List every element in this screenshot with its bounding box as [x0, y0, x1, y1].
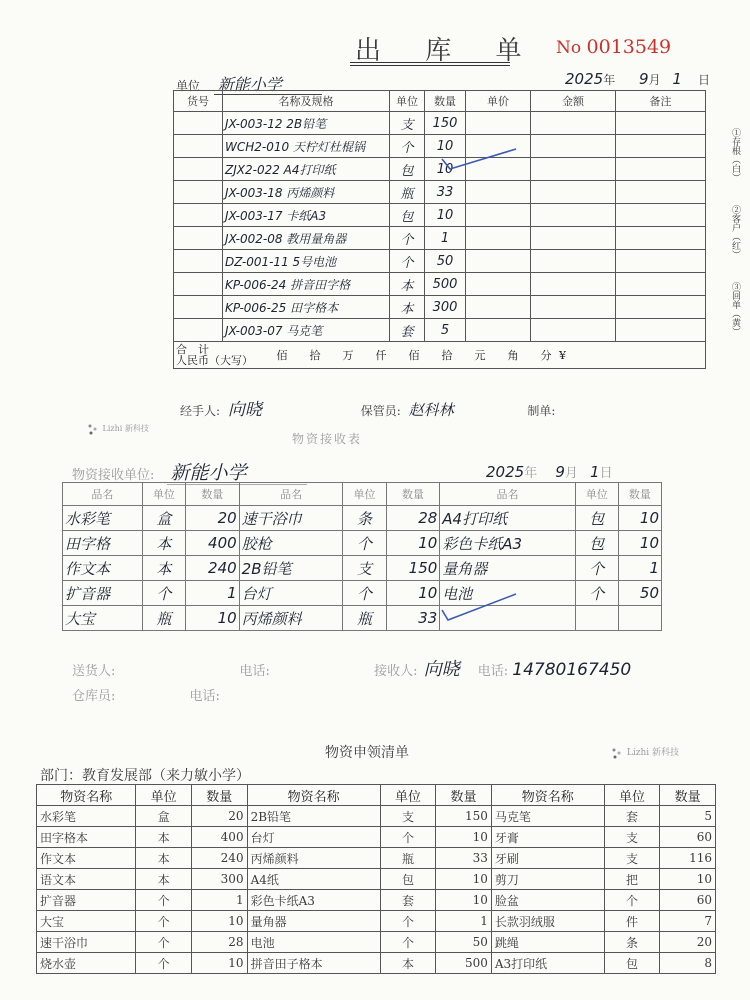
list-logo	[610, 745, 679, 760]
table-cell: A4纸	[247, 869, 380, 890]
item-code-cell	[174, 181, 223, 204]
table-cell	[575, 606, 618, 631]
table-cell: 28	[191, 932, 247, 953]
table-cell: 盒	[136, 806, 192, 827]
table-cell: 个	[142, 581, 185, 606]
table-cell: 个	[380, 932, 436, 953]
item-qty-cell: 10	[425, 135, 466, 158]
side-note-2: ②客户（红）	[730, 205, 740, 259]
date-year: 2025	[565, 70, 604, 88]
table-cell: 个	[343, 531, 386, 556]
table-header-row	[174, 91, 706, 112]
serial-prefix: No	[556, 38, 582, 58]
item-price-cell	[466, 227, 531, 250]
table-cell: 把	[604, 869, 660, 890]
total-sign: ¥	[559, 348, 566, 362]
item-name-cell: JX-003-12 2B铅笔	[223, 112, 390, 135]
table-cell: 拼音田子格本	[247, 953, 380, 974]
table-cell: 个	[380, 911, 436, 932]
mid-date-year-label: 年	[524, 466, 538, 481]
table-cell: 条	[604, 932, 660, 953]
title-underline	[350, 62, 510, 66]
table-cell: 1	[436, 911, 492, 932]
table-row	[174, 227, 706, 250]
table-cell: 33	[386, 606, 440, 631]
check-mark	[440, 590, 520, 624]
keeper-signature: 赵科林	[408, 401, 454, 419]
header-cell: 单位	[575, 483, 618, 506]
item-price-cell	[466, 273, 531, 296]
mid-date-month: 9	[555, 463, 565, 481]
total-label-1: 合 计	[176, 343, 209, 356]
item-unit-cell: 包	[390, 204, 425, 227]
table-cell: 个	[136, 932, 192, 953]
date-month: 9	[639, 70, 649, 88]
table-cell: 瓶	[343, 606, 386, 631]
table-row	[174, 273, 706, 296]
table-row	[37, 911, 716, 932]
item-note-cell	[616, 250, 706, 273]
item-amount-cell	[531, 135, 616, 158]
item-code-cell	[174, 296, 223, 319]
table-row	[37, 848, 716, 869]
check-mark	[440, 145, 520, 175]
item-qty-cell: 150	[425, 112, 466, 135]
table-cell: 240	[185, 556, 239, 581]
table-cell: 支	[604, 827, 660, 848]
item-amount-cell	[531, 273, 616, 296]
table-cell: 个	[136, 953, 192, 974]
table-cell: 田字格本	[37, 827, 136, 848]
table-cell: 支	[380, 806, 436, 827]
item-note-cell	[616, 158, 706, 181]
item-name-cell: ZJX2-022 A4打印纸	[223, 158, 390, 181]
table-cell: 牙膏	[491, 827, 604, 848]
table-cell: 个	[575, 556, 618, 581]
item-unit-cell: 个	[390, 250, 425, 273]
table-cell: 1	[618, 556, 661, 581]
item-qty-cell: 500	[425, 273, 466, 296]
item-amount-cell	[531, 204, 616, 227]
side-note-1: ①存根（白）	[730, 128, 740, 182]
table-cell: 10	[386, 581, 440, 606]
table-cell: 1	[185, 581, 239, 606]
item-note-cell	[616, 296, 706, 319]
table-cell: 丙烯颜料	[239, 606, 343, 631]
logo-icon	[610, 746, 624, 760]
date-day-label: 日	[697, 73, 710, 87]
table-cell: 大宝	[63, 606, 143, 631]
table-cell: 8	[660, 953, 716, 974]
table-cell: 个	[380, 827, 436, 848]
header-cell: 单位	[142, 483, 185, 506]
table-row	[37, 932, 716, 953]
table-cell: 20	[185, 506, 239, 531]
table-header-row	[63, 483, 662, 506]
table-row	[37, 806, 716, 827]
handler-label: 经手人:	[180, 404, 221, 418]
table-cell: A3打印纸	[491, 953, 604, 974]
table-row	[37, 890, 716, 911]
table-cell: 包	[604, 953, 660, 974]
mid-unit-value: 新能小学	[167, 462, 307, 485]
total-label-2: 人民币（大写）	[176, 354, 253, 367]
table-cell: 116	[660, 848, 716, 869]
table-cell: 20	[660, 932, 716, 953]
item-note-cell	[616, 135, 706, 158]
table-cell: 本	[380, 953, 436, 974]
table-cell: 牙刷	[491, 848, 604, 869]
table-cell: 7	[660, 911, 716, 932]
header-cell: 货号	[174, 91, 223, 112]
table-cell: 5	[660, 806, 716, 827]
header-cell: 数量	[618, 483, 661, 506]
header-cell: 单位	[343, 483, 386, 506]
item-name-cell: JX-003-07 马克笔	[223, 319, 390, 342]
mid-logo	[86, 422, 149, 436]
table-cell: 包	[380, 869, 436, 890]
table-cell: 50	[436, 932, 492, 953]
item-name-cell: JX-002-08 教用量角器	[223, 227, 390, 250]
table-cell: 扩音器	[37, 890, 136, 911]
header-cell: 单价	[466, 91, 531, 112]
header-cell: 数量	[436, 785, 492, 806]
date-month-label: 月	[648, 73, 661, 87]
logo-text: Lizhi 新科技	[626, 748, 680, 758]
item-code-cell	[174, 204, 223, 227]
item-name-cell: JX-003-17 卡纸A3	[223, 204, 390, 227]
receiver-signature: 向晓	[423, 659, 460, 680]
item-qty-cell: 50	[425, 250, 466, 273]
table-cell: 10	[660, 869, 716, 890]
table-cell: 28	[386, 506, 440, 531]
logo-text: Lizhi 新科技	[102, 424, 149, 433]
table-cell: A4打印纸	[440, 506, 575, 531]
table-cell: 33	[436, 848, 492, 869]
table-cell: 彩色卡纸A3	[247, 890, 380, 911]
table-cell: 400	[185, 531, 239, 556]
table-cell: 50	[618, 581, 661, 606]
table-row	[37, 953, 716, 974]
table-cell: 150	[436, 806, 492, 827]
item-code-cell	[174, 250, 223, 273]
table-row	[174, 204, 706, 227]
header-cell: 数量	[386, 483, 440, 506]
header-cell: 数量	[191, 785, 247, 806]
table-cell: 20	[191, 806, 247, 827]
phone-label: 电话:	[477, 664, 509, 679]
table-cell: 条	[343, 506, 386, 531]
header-cell: 物资名称	[491, 785, 604, 806]
item-price-cell	[466, 250, 531, 273]
table-cell: 语文本	[37, 869, 136, 890]
table-cell: 电池	[247, 932, 380, 953]
table-cell: 台灯	[247, 827, 380, 848]
item-price-cell	[466, 319, 531, 342]
table-cell: 个	[604, 890, 660, 911]
serial-value: 0013549	[586, 36, 672, 58]
item-amount-cell	[531, 181, 616, 204]
item-qty-cell: 10	[425, 204, 466, 227]
table-cell: 个	[136, 911, 192, 932]
table-cell: 10	[185, 606, 239, 631]
table-cell: 本	[136, 869, 192, 890]
item-code-cell	[174, 112, 223, 135]
table-cell: 丙烯颜料	[247, 848, 380, 869]
header-cell: 物资名称	[247, 785, 380, 806]
table-cell: 本	[136, 827, 192, 848]
mid-date-year: 2025	[486, 463, 525, 481]
item-qty-cell: 10	[425, 158, 466, 181]
header-cell: 品名	[239, 483, 343, 506]
warehouse-keeper-label: 仓库员:	[72, 689, 116, 704]
table-cell: 速干浴巾	[239, 506, 343, 531]
table-row	[63, 606, 662, 631]
mid-unit-row	[72, 458, 307, 485]
phone-label: 电话:	[239, 664, 270, 679]
table-cell: 150	[386, 556, 440, 581]
receipt-table	[62, 482, 662, 631]
top-date	[565, 70, 710, 88]
header-cell: 单位	[390, 91, 425, 112]
table-cell: 包	[575, 531, 618, 556]
total-cell	[174, 342, 706, 369]
receiver-phone: 14780167450	[512, 660, 632, 680]
item-name-cell: KP-006-24 拼音田字格	[223, 273, 390, 296]
table-cell: 电池	[440, 581, 575, 606]
unit-label: 单位	[176, 79, 201, 93]
table-cell: 个	[343, 581, 386, 606]
table-cell: 马克笔	[491, 806, 604, 827]
table-cell: 彩色卡纸A3	[440, 531, 575, 556]
table-cell: 扩音器	[63, 581, 143, 606]
table-cell: 胶枪	[239, 531, 343, 556]
item-code-cell	[174, 158, 223, 181]
table-row	[174, 250, 706, 273]
item-price-cell	[466, 296, 531, 319]
table-cell: 包	[575, 506, 618, 531]
table-cell: 烧水壶	[37, 953, 136, 974]
item-amount-cell	[531, 158, 616, 181]
table-cell: 10	[436, 890, 492, 911]
table-cell: 支	[343, 556, 386, 581]
header-cell: 数量	[425, 91, 466, 112]
table-row	[63, 531, 662, 556]
item-amount-cell	[531, 112, 616, 135]
table-cell: 10	[191, 911, 247, 932]
header-cell: 数量	[185, 483, 239, 506]
item-note-cell	[616, 112, 706, 135]
table-cell: 跳绳	[491, 932, 604, 953]
table-cell: 水彩笔	[63, 506, 143, 531]
table-cell: 10	[436, 869, 492, 890]
table-cell: 2B铅笔	[239, 556, 343, 581]
list-title: 物资申领清单	[325, 745, 409, 761]
table-cell: 件	[604, 911, 660, 932]
table-cell: 台灯	[239, 581, 343, 606]
table-cell: 400	[191, 827, 247, 848]
table-cell: 作文本	[37, 848, 136, 869]
table-cell: 60	[660, 827, 716, 848]
logo-icon	[86, 422, 100, 436]
table-cell: 剪刀	[491, 869, 604, 890]
table-row	[174, 296, 706, 319]
slip-title: 出 库 单	[355, 36, 540, 66]
table-cell: 10	[618, 506, 661, 531]
header-cell: 品名	[440, 483, 575, 506]
department-label: 部门：教育发展部（来力敏小学）	[40, 768, 250, 784]
header-cell: 单位	[136, 785, 192, 806]
handler-signature: 向晓	[227, 400, 262, 420]
table-cell: 本	[136, 848, 192, 869]
phone-label: 电话:	[189, 689, 220, 704]
table-cell: 个	[136, 890, 192, 911]
item-price-cell	[466, 181, 531, 204]
item-code-cell	[174, 273, 223, 296]
item-code-cell	[174, 227, 223, 250]
item-name-cell: WCH2-010 天柠灯杜棍锅	[223, 135, 390, 158]
mid-date	[486, 462, 613, 481]
mid-keeper-row	[72, 685, 220, 704]
mid-date-day: 1	[590, 463, 600, 481]
item-price-cell	[466, 112, 531, 135]
outbound-table	[173, 90, 706, 369]
item-qty-cell: 1	[425, 227, 466, 250]
table-cell: 长款羽绒服	[491, 911, 604, 932]
item-unit-cell: 个	[390, 135, 425, 158]
table-row	[174, 319, 706, 342]
signature-row	[180, 395, 555, 420]
table-cell: 2B铅笔	[247, 806, 380, 827]
header-cell: 单位	[604, 785, 660, 806]
header-cell: 数量	[660, 785, 716, 806]
table-cell: 10	[436, 827, 492, 848]
item-qty-cell: 33	[425, 181, 466, 204]
item-unit-cell: 本	[390, 273, 425, 296]
item-qty-cell: 300	[425, 296, 466, 319]
table-cell: 套	[380, 890, 436, 911]
table-cell: 500	[436, 953, 492, 974]
item-amount-cell	[531, 319, 616, 342]
item-note-cell	[616, 181, 706, 204]
table-cell: 量角器	[440, 556, 575, 581]
table-cell: 10	[191, 953, 247, 974]
table-cell: 盒	[142, 506, 185, 531]
table-row	[37, 827, 716, 848]
table-cell: 大宝	[37, 911, 136, 932]
mid-unit-label: 物资接收单位:	[72, 468, 155, 483]
item-amount-cell	[531, 227, 616, 250]
table-cell: 本	[142, 556, 185, 581]
table-cell: 240	[191, 848, 247, 869]
header-cell: 金额	[531, 91, 616, 112]
item-amount-cell	[531, 296, 616, 319]
mid-sender-row	[72, 655, 631, 681]
date-day: 1	[672, 70, 682, 88]
side-note-3: ③回单（黄）	[730, 282, 740, 336]
table-cell: 脸盆	[491, 890, 604, 911]
table-row	[63, 506, 662, 531]
item-unit-cell: 支	[390, 112, 425, 135]
table-cell: 速干浴巾	[37, 932, 136, 953]
table-cell: 本	[142, 531, 185, 556]
table-row	[37, 869, 716, 890]
item-unit-cell: 个	[390, 227, 425, 250]
item-code-cell	[174, 135, 223, 158]
item-qty-cell: 5	[425, 319, 466, 342]
table-cell: 量角器	[247, 911, 380, 932]
receiver-label: 接收人:	[374, 664, 418, 679]
item-unit-cell: 套	[390, 319, 425, 342]
table-header-row	[37, 785, 716, 806]
table-cell: 1	[191, 890, 247, 911]
item-name-cell: JX-003-18 丙烯颜料	[223, 181, 390, 204]
header-cell: 物资名称	[37, 785, 136, 806]
item-note-cell	[616, 273, 706, 296]
header-cell: 备注	[616, 91, 706, 112]
table-cell	[618, 606, 661, 631]
item-note-cell	[616, 319, 706, 342]
item-code-cell	[174, 319, 223, 342]
date-year-label: 年	[603, 73, 616, 87]
table-cell: 60	[660, 890, 716, 911]
unit-value: 新能小学	[214, 75, 322, 95]
table-row	[63, 556, 662, 581]
header-cell: 单位	[380, 785, 436, 806]
item-amount-cell	[531, 250, 616, 273]
table-cell: 支	[604, 848, 660, 869]
header-cell: 名称及规格	[223, 91, 390, 112]
mid-date-month-label: 月	[564, 466, 578, 481]
item-unit-cell: 包	[390, 158, 425, 181]
mid-title: 物资接收表	[292, 432, 363, 446]
item-unit-cell: 本	[390, 296, 425, 319]
total-row	[174, 342, 706, 369]
serial-number	[556, 36, 671, 58]
table-cell: 田字格	[63, 531, 143, 556]
table-row	[174, 181, 706, 204]
table-cell: 个	[575, 581, 618, 606]
table-cell: 套	[604, 806, 660, 827]
maker-label: 制单:	[527, 404, 556, 418]
table-cell: 瓶	[380, 848, 436, 869]
total-units: 佰 拾 万 仟 佰 拾 元 角 分	[276, 348, 552, 362]
item-note-cell	[616, 227, 706, 250]
item-price-cell	[466, 204, 531, 227]
table-cell: 300	[191, 869, 247, 890]
item-name-cell: DZ-001-11 5号电池	[223, 250, 390, 273]
keeper-label: 保管员:	[360, 404, 401, 418]
table-cell: 10	[386, 531, 440, 556]
table-cell: 10	[618, 531, 661, 556]
table-cell: 作文本	[63, 556, 143, 581]
item-unit-cell: 瓶	[390, 181, 425, 204]
table-row	[63, 581, 662, 606]
item-name-cell: KP-006-25 田字格本	[223, 296, 390, 319]
table-cell: 水彩笔	[37, 806, 136, 827]
header-cell: 品名	[63, 483, 143, 506]
table-row	[174, 112, 706, 135]
mid-date-day-label: 日	[599, 466, 613, 481]
table-cell: 瓶	[142, 606, 185, 631]
requisition-table	[36, 784, 716, 974]
item-note-cell	[616, 204, 706, 227]
sender-label: 送货人:	[72, 664, 116, 679]
